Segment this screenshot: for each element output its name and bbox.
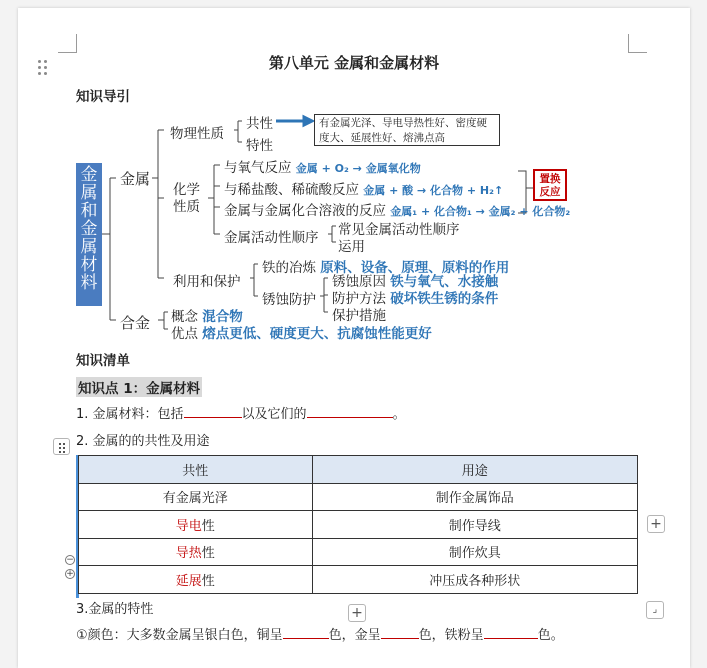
table-header-common: 共性	[79, 456, 313, 484]
vertical-topic-label: 金 属 和 金 属 材 料	[76, 163, 102, 306]
document-page	[18, 8, 690, 668]
knowledge-point-heading: 知识点 1：金属材料	[76, 377, 202, 397]
replacement-reaction-box: 置换 反应	[533, 169, 567, 201]
node-physical-properties: 物理性质	[170, 126, 224, 142]
node-chemical-properties: 化学 性质	[173, 182, 200, 215]
node-activity-series-use: 运用	[338, 239, 365, 255]
node-activity-series-common: 常见金属活动性顺序	[338, 222, 460, 238]
node-common: 共性	[246, 116, 273, 132]
section-guide-heading: 知识导引	[76, 89, 130, 105]
table-row: 导热性 制作炊具	[79, 538, 638, 566]
table-row: 导电性 制作导线	[79, 511, 638, 539]
question-3: 3.金属的特性	[76, 602, 154, 617]
node-acid-reaction: 与稀盐酸、稀硫酸反应 金属 + 酸 → 化合物 + H₂↑	[224, 182, 504, 198]
insert-row-icon[interactable]: +	[66, 569, 74, 579]
node-alloy-advantage: 优点 熔点更低、硬度更大、抗腐蚀性能更好	[171, 326, 432, 342]
add-row-button[interactable]: +	[348, 604, 366, 622]
section-list-heading: 知识清单	[76, 353, 130, 369]
node-use-and-protection: 利用和保护	[173, 274, 241, 290]
table-handle-icon[interactable]	[53, 438, 70, 455]
resize-table-icon[interactable]: ⌟	[646, 601, 664, 619]
node-iron-smelting: 铁的冶炼 原料、设备、原理、原料的作用	[262, 260, 510, 276]
node-rust-cause: 锈蚀原因 铁与氧气、水接触	[332, 274, 499, 290]
table-row: 延展性 冲压成各种形状	[79, 566, 638, 594]
node-activity-series: 金属活动性顺序	[224, 230, 319, 246]
common-properties-box: 有金属光泽、导电导热性好、密度硬度大、延展性好、熔沸点高	[314, 114, 500, 146]
node-oxygen-reaction: 与氧气反应 金属 + O₂ → 金属氧化物	[224, 160, 421, 176]
remove-row-icon[interactable]: −	[66, 555, 74, 565]
node-rust-method: 防护方法 破坏铁生锈的条件	[332, 291, 499, 307]
add-column-button[interactable]: +	[647, 515, 665, 533]
node-alloy-concept: 概念 混合物	[171, 309, 243, 325]
question-1: 1. 金属材料：包括 以及它们的 。	[76, 407, 406, 422]
question-2: 2. 金属的的共性及用途	[76, 434, 210, 449]
table-header-use: 用途	[312, 456, 638, 484]
properties-table	[78, 455, 638, 594]
node-metal: 金属	[120, 170, 151, 188]
question-3-color: ①颜色：大多数金属呈银白色，铜呈 色，金呈 色，铁粉呈 色。	[76, 628, 564, 643]
node-special: 特性	[246, 138, 273, 154]
page-title: 第八单元 金属和金属材料	[268, 54, 440, 72]
node-alloy: 合金	[120, 314, 151, 332]
table-row: 有金属光泽 制作金属饰品	[79, 483, 638, 511]
node-rust-measure: 保护措施	[332, 308, 386, 324]
node-salt-reaction: 金属与金属化合溶液的反应 金属₁ + 化合物₁ → 金属₂ + 化合物₂	[224, 203, 571, 219]
node-rust-protection: 锈蚀防护	[262, 292, 316, 308]
